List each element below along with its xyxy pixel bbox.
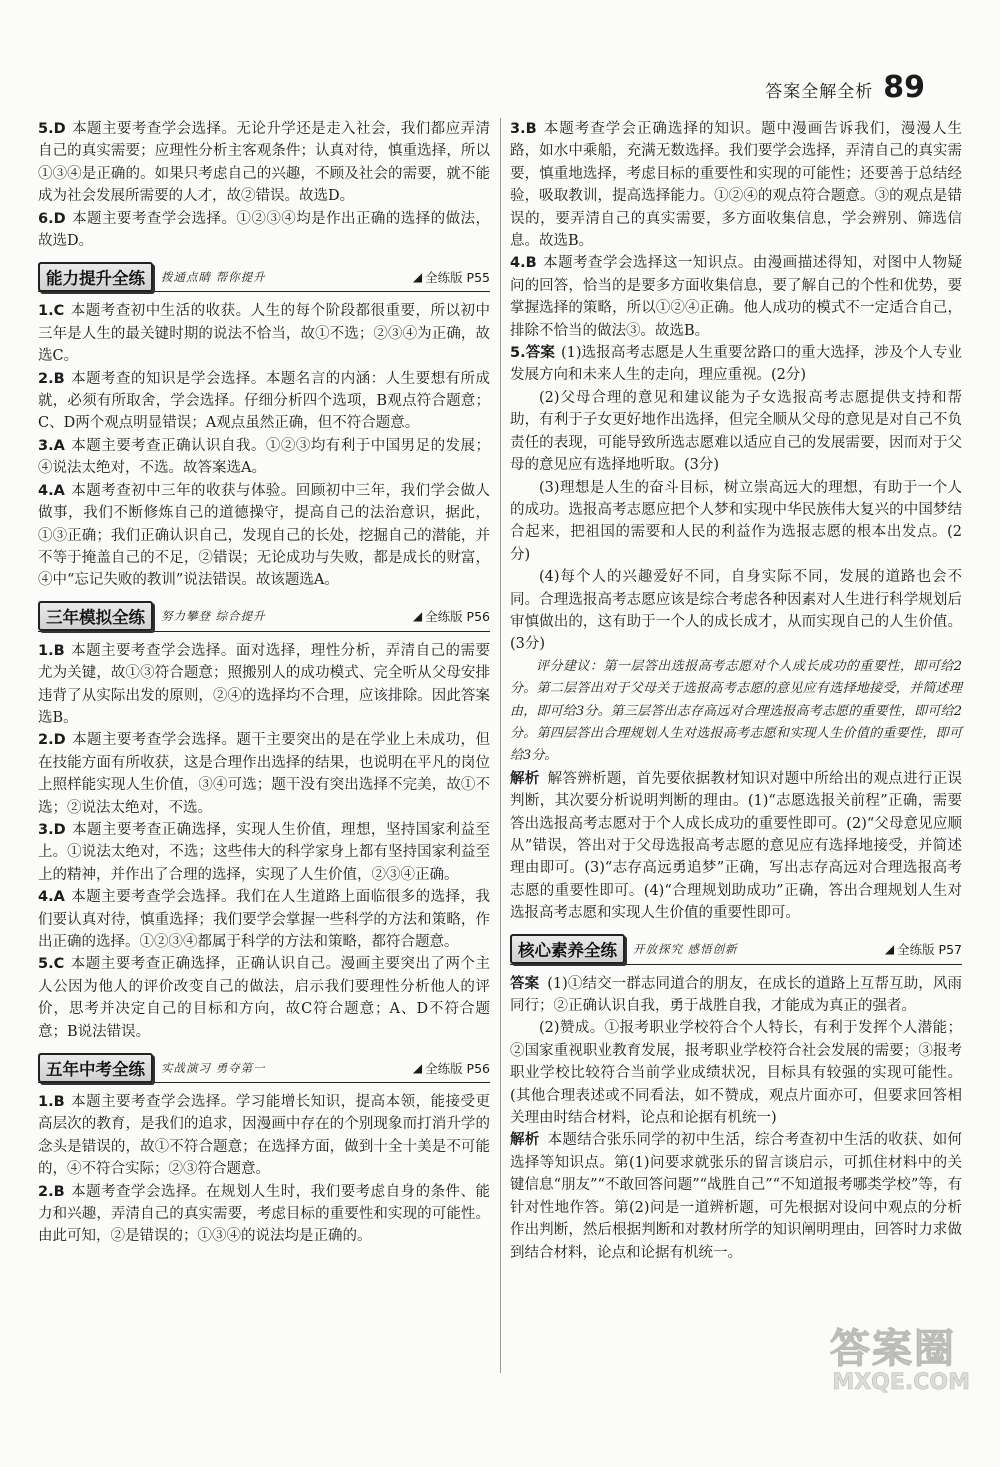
section-page-ref (413, 268, 490, 286)
section-header (38, 1053, 490, 1083)
answer-text: 本题考查学会选择这一知识点。由漫画描述得知，对图中人物疑问的回答，恰当的是要多方面收集信息，要了解自己的个性和优势，要掌握选择的策略，所以①②④正确。他人成功的模式不一定适合自己，排除不恰当的做法③。故选B。 (510, 255, 962, 339)
answer-number: 3.D (38, 821, 66, 838)
paragraph-label: 答案 (510, 975, 540, 992)
answer-number: 6.D (38, 210, 66, 227)
paragraph-label: 解析 (510, 770, 540, 787)
paragraph-text: 解答辨析题，首先要依据教材知识对题中所给出的观点进行正误判断，其次要分析说明判断的理由。(1)“志愿选报关前程”正确，需要答出选报高考志愿对于个人成长成功的重要性即可。(2)“父母意见应顺从”错误，答出对于父母选报高考志愿的意见应有选择地接受，并简述理由即可。(3)“志存高远勇追梦”正确，写出志存高远对合理选报高考志愿的重要性即可。(4)“合理规划助成功”正确，答出合理规划人生对选报高考志愿和实现人生价值的重要性即可。 (510, 770, 963, 922)
answer-text: 本题主要考查正确选择，实现人生价值，理想，坚持国家利益至上。①说法太绝对，不选；这些伟大的科学家身上都有坚持国家利益至上的精神，并作出了合理的选择，实现了人生价值，②③④正确。 (38, 821, 490, 883)
section-page-ref (885, 940, 962, 958)
answer-item (510, 252, 962, 342)
labeled-paragraph (510, 768, 962, 925)
watermark-url: MXQE.COM (832, 1370, 970, 1395)
answer-item (38, 435, 490, 480)
answer-item (38, 886, 490, 953)
paragraph-text: (1)①结交一群志同道合的朋友，在成长的道路上互帮互助，风雨同行；②正确认识自我，勇于战胜自我，才能成为真正的强者。 (510, 975, 963, 1015)
section-subtitle: 努力攀登 综合提升 (161, 609, 266, 624)
labeled-paragraph (510, 1129, 962, 1263)
answer-text: 本题主要考查正确认识自我。①②③均有利于中国男足的发展；④说法太绝对，不选。故答案选A。 (38, 437, 490, 477)
answer-paragraph: (4)每个人的兴趣爱好不同，自身实际不同，发展的道路也会不同。合理选报高考志愿应该是综合考虑各种因素对人生进行科学规划后审慎做出的，这有助于一个人的成长成才，从而实现自己的人生价值。(3分) (510, 569, 962, 653)
watermark-text: 答案圈 (830, 1326, 956, 1372)
page-ref-text: 全练版 P55 (425, 269, 490, 285)
answer-number: 3.A (38, 437, 65, 454)
arrow-icon: ◢ (412, 1060, 423, 1075)
answer-number: 4.B (510, 255, 537, 272)
left-column (38, 118, 490, 1248)
answer-number: 3.B (510, 121, 537, 137)
answer-text: 本题主要考查学会选择。①②③④均是作出正确的选择的做法，故选D。 (38, 210, 490, 250)
header-title: 答案全解全析 (765, 82, 874, 102)
section-title: 能力提升全练 (38, 262, 153, 292)
arrow-icon: ◢ (412, 269, 423, 284)
page-header (765, 70, 925, 105)
answer-number: 2.B (38, 1183, 65, 1200)
answer-paragraph: (2)赞成。①报考职业学校符合个人特长，有利于发挥个人潜能；②国家重视职业教育发展，报考职业学校符合社会发展的需要；③报考职业学校比较符合当前学业成绩状况，目标具有较强的实现可能性。(其他合理表述或不同看法，如不赞成，观点片面亦可，但要求回答相关理由时结合材料，论点和论据有机统一) (510, 1020, 962, 1127)
answer-text: 本题主要考查学会选择。学习能增长知识，提高本领，能接受更高层次的教育，是我们的追求，因漫画中存在的个别现象而打消升学的念头是错误的，故①不符合题意；在选择方面，做到十全十美是不可能的，④不符合实际；②③符合题意。 (38, 1094, 490, 1178)
answer-text: 本题考查初中三年的收获与体验。回顾初中三年，我们学会做人做事，我们不断修炼自己的道德操守，提高自己的法治意识，据此，①③正确；我们正确认识自己，发现自己的长处，挖掘自己的潜能，并不等于掩盖自己的不足，②错误；无论成功与失败，都是成长的财富，④中“忘记失败的教训”说法错误。故该题选A。 (38, 482, 490, 589)
section-page-ref (413, 607, 490, 625)
section-title: 三年模拟全练 (38, 601, 153, 631)
answer-item (38, 208, 490, 253)
answer-number: 1.B (38, 642, 65, 659)
page-ref-text: 全练版 P56 (425, 1060, 490, 1076)
answer-text: 本题考查学会选择。在规划人生时，我们要考虑自身的条件、能力和兴趣，弄清自己的真实需要，考虑目标的重要性和实现的可能性。由此可知，②是错误的；①③④的说法均是正确的。 (38, 1183, 490, 1245)
section-title: 五年中考全练 (38, 1053, 153, 1083)
page-ref-text: 全练版 P57 (897, 942, 962, 958)
answer-number: 4.A (38, 889, 65, 906)
answer-text: 本题考查初中生活的收获。人生的每个阶段都很重要，所以初中三年是人生的最关键时期的说法不恰当，故①不选；②③④为正确，故选C。 (38, 303, 490, 365)
paragraph-text: 本题结合张乐同学的初中生活，综合考查初中生活的收获、如何选择等知识点。第(1)问要求就张乐的留言谈启示，可抓住材料中的关键信息“朋友”“不敢回答问题”“战胜自己”“不知道报考哪类学校”等，有针对性地作答。第(2)问是一道辨析题，可先根据对设问中观点的分析作出判断，然后根据判断和对教材所学的知识阐明理由，回答时力求做到结合材料，论点和论据有机统一。 (510, 1132, 963, 1261)
watermark-logo (830, 1317, 970, 1397)
answer-text: 本题主要考查学会选择。面对选择，理性分析，弄清自己的需要尤为关键，故①③符合题意；照搬别人的成功模式、完全听从父母安排违背了从实际出发的原则，②④的选择均不合理，应该排除。因此答案选B。 (38, 642, 490, 726)
answer-number: 5.C (38, 956, 65, 973)
answer-number: 5.答案 (510, 345, 555, 362)
answer-number: 2.D (38, 732, 66, 749)
answer-text: (1)选报高考志愿是人生重要岔路口的重大选择，涉及个人专业发展方向和未来人生的走向，理应重视。(2分) (510, 345, 962, 384)
section-title: 核心素养全练 (510, 934, 625, 964)
answer-item (38, 368, 490, 435)
answer-number: 2.B (38, 370, 65, 387)
answer-number: 4.A (38, 482, 65, 499)
section-header (38, 602, 490, 632)
arrow-icon: ◢ (412, 609, 423, 624)
section-subtitle: 实战演习 勇夺第一 (161, 1060, 266, 1075)
answer-item (38, 118, 490, 208)
answer-item (510, 118, 962, 252)
section-header (510, 935, 962, 965)
answer-text: 本题考查的知识是学会选择。本题名言的内涵：人生要想有所成就，必须有所取舍，学会选择。仔细分析四个选项，B观点符合题意；C、D两个观点明显错误；A观点虽然正确，但不符合题意。 (38, 370, 490, 432)
answer-text: 本题主要考查学会选择。无论升学还是走入社会，我们都应弄清自己的真实需要；应理性分析主客观条件；认真对待，慎重选择，所以①③④是正确的。如果只考虑自己的兴趣，不顾及社会的需要，就不能成为社会发展所需要的人才，故②错误。故选D。 (38, 121, 490, 205)
answer-number: 1.B (38, 1094, 65, 1111)
answer-paragraph: (2)父母合理的意见和建议能为子女选报高考志愿提供支持和帮助，有利于子女更好地作出选择，但完全顺从父母的意见是对自己不负责任的表现，可能导致所选志愿难以适应自己的发展需要，因而对于父母的意见应有选择地听取。(3分) (510, 389, 962, 474)
right-column (510, 118, 962, 1264)
answer-item (38, 953, 490, 1043)
section-header (38, 262, 490, 292)
answer-text: 本题主要考查学会选择。我们在人生道路上面临很多的选择，我们要认真对待，慎重选择；我们要学会掌握一些科学的方法和策略，作出正确的选择。①②③④都属于科学的方法和策略，都符合题意。 (38, 889, 490, 950)
section-page-ref (413, 1059, 490, 1077)
paragraph-label: 解析 (510, 1132, 540, 1149)
column-divider (500, 118, 501, 1373)
page-number: 89 (883, 70, 925, 105)
page-ref-text: 全练版 P56 (425, 609, 490, 625)
answer-item (38, 1181, 490, 1248)
answer-number: 1.C (38, 303, 65, 320)
answer-text: 本题考查学会正确选择的知识。题中漫画告诉我们，漫漫人生路，如水中乘船，充满无数选择。我们要学会选择，弄清自己的真实需要，慎重地选择，考虑目标的重要性和实现的可能性；还要善于总结经验，吸取教训，提高选择能力。①②④的观点符合题意。③的观点是错误的，要弄清自己的真实需要，多方面收集信息，学会辨别、筛选信息。故选B。 (510, 121, 962, 250)
scoring-note: 评分建议：第一层答出选报高考志愿对个人成长成功的重要性，即可给2分。第二层答出对于父母关于选报高考志愿的意见应有选择地接受，并简述理由，即可给3分。第三层答出志存高远对合理选报高考志愿的重要性，即可给2分。第四层答出合理规划人生对选报高考志愿和实现人生价值的重要性，即可给3分。 (510, 658, 962, 764)
answer-item (38, 480, 490, 592)
answer-item (38, 640, 490, 730)
answer-text: 本题主要考查学会选择。题干主要突出的是在学业上未成功，但在技能方面有所收获，这是合理作出选择的结果，也说明在平凡的岗位上照样能实现人生价值，③④可选；题干没有突出选择不完美，故①不选；②说法太绝对，不选。 (38, 732, 490, 816)
arrow-icon: ◢ (884, 942, 895, 957)
answer-item (38, 729, 490, 819)
answer-number: 5.D (38, 121, 66, 137)
answer-item (38, 1091, 490, 1181)
labeled-paragraph (510, 973, 962, 1018)
section-subtitle: 拨通点睛 帮你提升 (161, 269, 266, 284)
answer-item (38, 300, 490, 367)
section-subtitle: 开放探究 感悟创新 (633, 942, 738, 957)
answer-paragraph: (3)理想是人生的奋斗目标，树立崇高远大的理想，有助于一个人的成功。选报高考志愿应把个人梦和实现中华民族伟大复兴的中国梦结合起来，把祖国的需要和人民的利益作为选报志愿的根本出发点。(2分) (510, 479, 962, 563)
answer-text: 本题主要考查正确选择，正确认识自己。漫画主要突出了两个主人公因为他人的评价改变自己的做法，启示我们要理性分析他人的评价，思考并决定自己的目标和方向，故C符合题意；A、D不符合题意；B说法错误。 (38, 956, 490, 1040)
answer-item (510, 342, 962, 387)
answer-item (38, 819, 490, 886)
